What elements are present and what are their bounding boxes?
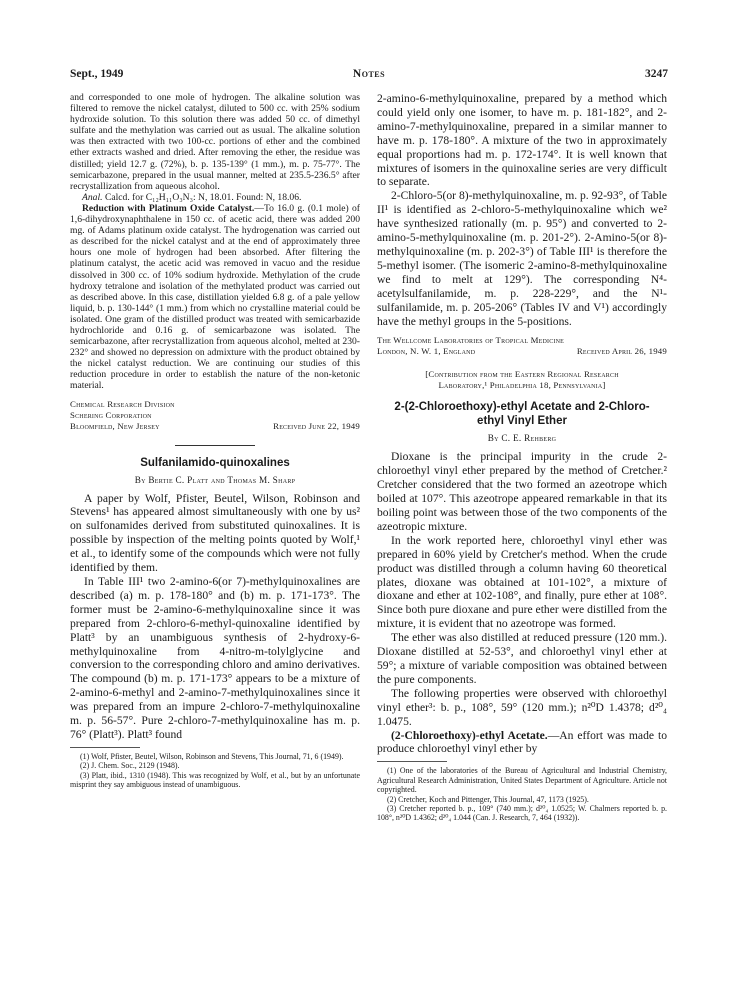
article-body-continued [377,92,667,328]
affiliation-block [377,335,667,357]
footnote: (3) Platt, ibid., 1310 (1948). This was recognized by Wolf, et al., but by an unfortunate misprint they say ambiguous instead of unambiguous. [70,770,360,790]
affiliation-line: London, N. W. 1, England [377,346,476,357]
analysis-paragraph [70,192,360,203]
body-paragraph: The ether was also distilled at reduced pressure (120 mm.). Dioxane distilled at 52-53°, and chloroethyl vinyl ether at 59°; a mixture of variable composition was obtained between the pure components. [377,631,667,686]
analysis-text: Calcd. for C₁₂H₁₁O₃N₃: N, 18.01. Found: N, 18.06. [104,191,302,203]
header-page-number: 3247 [645,68,668,80]
section-heading: (2-Chloroethoxy)-ethyl Acetate. [391,728,548,742]
body-paragraph: The following properties were observed with chloroethyl vinyl ether³: b. p., 108°, 59° (120 mm.); n²⁰D 1.4378; d²⁰₄ 1.0475. [377,686,667,728]
article-title [377,400,667,428]
article-body [377,450,667,756]
section-text: —An effort was made to produce chloroethyl vinyl ether by [377,728,667,756]
body-paragraph: Dioxane is the principal impurity in the crude 2-chloroethyl vinyl ether prepared by the method of Cretcher.² Cretcher considered that the two formed an azeotrope which boiled at 107°. This azeotrope appeared remarkable in that its boiling point was between those of the two components of the azeotropic mixture. [377,450,667,533]
contribution-line: [Contribution from the Eastern Regional Research [425,369,619,380]
footnote: (1) Wolf, Pfister, Beutel, Wilson, Robinson and Stevens, This Journal, 71, 6 (1949). [80,751,344,761]
footnotes [70,752,360,790]
footnote-divider [377,761,447,762]
body-paragraph: 2-Chloro-5(or 8)-methylquinoxaline, m. p. 92-93°, of Table II¹ is identified as 2-chloro-5-methylquinoxaline which we² have synthesized rationally (m. p. 95°) and converted to 2-amino-5-methylquinoxaline (m. p. 201-2°). 2-Amino-5(or 8)-methylquinoxaline (m. p. 202-3°) of Table III¹ is therefore the 5-methyl isomer. (The isomeric 2-amino-8-methylquinoxaline we find to melt at 129°). The corresponding N⁴-acetylsulfanilamide, m. p. 228-229°, and the N¹-sulfanilamide, m. p. 205-206° (Tables IV and V¹) accordingly have the methyl groups in the 5-positions. [377,189,668,328]
footnote-divider [70,747,140,748]
analysis-label: Anal. [82,191,103,203]
affiliation-row [377,346,667,357]
article-title: Sulfanilamido-quinoxalines [140,456,290,469]
article-authors: By C. E. Rehberg [487,433,557,444]
body-paragraph: In the work reported here, chloroethyl vinyl ether was prepared in 60% yield by Cretcher's method. When the crude product was distilled through a column having 60 theoretical plates, dioxane was obtained at 101-102°, a mixture of dioxane and ether at 102-108°, and finally, pure ether at 108°. Since both pure dioxane and pure ether were distilled from the mixture, it is evident that no azeotrope was formed. [377,533,667,631]
affiliation-line: The Wellcome Laboratories of Tropical Medicine [377,335,565,346]
footnote: (2) Cretcher, Koch and Pittenger, This Journal, 47, 1173 (1925). [387,794,589,804]
contribution-line: Laboratory,¹ Philadelphia 18, Pennsylvania] [438,380,606,391]
body-paragraph: A paper by Wolf, Pfister, Beutel, Wilson, Robinson and Stevens¹ has appeared almost simultaneously with one by us² on sulfonamides derived from substituted quinoxalines. It is possible by inspection of the melting points quoted by Wolf,¹ et al., to identify some of the compounds which were not fully identified by them. [70,491,360,575]
footnotes [377,766,667,822]
experimental-section [70,92,360,392]
article-title-line: 2-(2-Chloroethoxy)-ethyl Acetate and 2-Chloro- [394,401,650,414]
received-date: Received June 22, 1949 [273,420,360,431]
footnote: (2) J. Chem. Soc., 2129 (1948). [80,761,180,771]
left-column [70,92,360,789]
affiliation-line: Chemical Research Division [70,398,175,409]
received-date: Received April 26, 1949 [576,346,667,357]
affiliation-block [70,399,360,432]
body-paragraph: In Table III¹ two 2-amino-6(or 7)-methylquinoxalines are described (a) m. p. 178-180° and (b) m. p. 171-173°. The former must be 2-amino-6-methylquinoxaline since it was prepared from 2-chloro-6-methyl-quinoxaline identified by Platt³ by an unambiguous synthesis of 2-hydroxy-6-methylquinoxaline from 4-nitro-m-tolylglycine and conversion to the corresponding chloro and amino derivatives. The compound (b) m. p. 171-173° appears to be a mixture of 2-amino-6-methyl and 2-amino-7-methylquinoxalines since it was prepared from an impure 2-chloro-7-methylquinoxaline m. p. 56-57°. Pure 2-chloro-7-methylquinoxaline has m. p. 76° (Platt³). Platt³ found [70,574,360,741]
reduction-paragraph [70,203,360,392]
reduction-heading: Reduction with Platinum Oxide Catalyst. [82,202,255,214]
article-title-line: ethyl Vinyl Ether [477,415,567,428]
body-paragraph: 2-amino-6-methylquinoxaline, prepared by a method which could yield only one isomer, to have m. p. 181-182°, and 2-amino-7-methylquinoxaline, prepared in a similar manner to have m. p. 178-180°. A mixture of the two in approximately equal proportions had m. p. 172-174°. It is well known that mixtures of isomers in the quinoxaline series are very difficult to separate. [377,92,667,189]
footnote: (1) One of the laboratories of the Bureau of Agricultural and Industrial Chemistry, Agricultural Research Administration, United States Department of Agriculture. Article not copyrighted. [377,766,667,795]
affiliation-row [70,421,360,432]
right-column [377,92,667,823]
footnote: (3) Cretcher reported b. p., 109° (740 mm.); d²⁰₄ 1.0525; W. Chalmers reported b. p. 108°, n²⁰D 1.4362; d²⁰₄ 1.044 (Can. J. Research, 7, 464 (1932)). [377,803,667,823]
article-authors: By Bertie C. Platt and Thomas M. Sharp [134,474,296,485]
body-paragraph [377,729,667,757]
divider [175,445,255,446]
experimental-paragraph: and corresponded to one mole of hydrogen. The alkaline solution was filtered to remove the nickel catalyst, diluted to 500 cc. with 25% sodium hydroxide solution. To this solution there was added 50 cc. of dimethyl sulfate and the methylation was carried out as usual. The alkaline solution was then extracted with two 100-cc. portions of ether and the combined ether extracts washed and dried. After removing the ether, the residue was distilled; yield 12.7 g. (72%), b. p. 135-139° (1 mm.), m. p. 75-77°. The semicarbazone, prepared in the usual manner, melted at 235.5-236.5° after recrystallization from aqueous alcohol. [70,92,360,192]
article-body [70,492,360,742]
reduction-text: —To 16.0 g. (0.1 mole) of 1,6-dihydroxynaphthalene in 150 cc. of acetic acid, there was added 200 mg. of Adams platinum oxide catalyst. The hydrogenation was carried out as described for the nickel catalyst and at the end of approximately three hours one mole of hydrogen had been absorbed. After filtering the platinum catalyst, the acetic acid was removed in vacuo and the residue dissolved in 300 cc. of 10% sodium hydroxide. Methylation of the crude hydroxy tetralone and isolation of the methylated product was carried out as described above. In this case, distillation yielded 6.8 g. of a pale yellow liquid, b. p. 130-144° (1 mm.) from which no crystalline material could be isolated. One gram of the distilled product was treated with semicarbazide hydrochloride and 0.16 g. of semicarbazone was isolated. The semicarbazone, after recrystallization from aqueous alcohol, melted at 230-232° and showed no depression on admixture with the product obtained by the nickel catalyst reduction. We are continuing our studies of this reduction procedure in order to establish the nature of the non-ketonic material. [70,202,360,392]
header-date: Sept., 1949 [70,68,124,80]
running-header [70,68,668,84]
affiliation-line: Schering Corporation [70,409,152,420]
affiliation-line: Bloomfield, New Jersey [70,420,160,431]
header-section: Notes [352,68,386,80]
